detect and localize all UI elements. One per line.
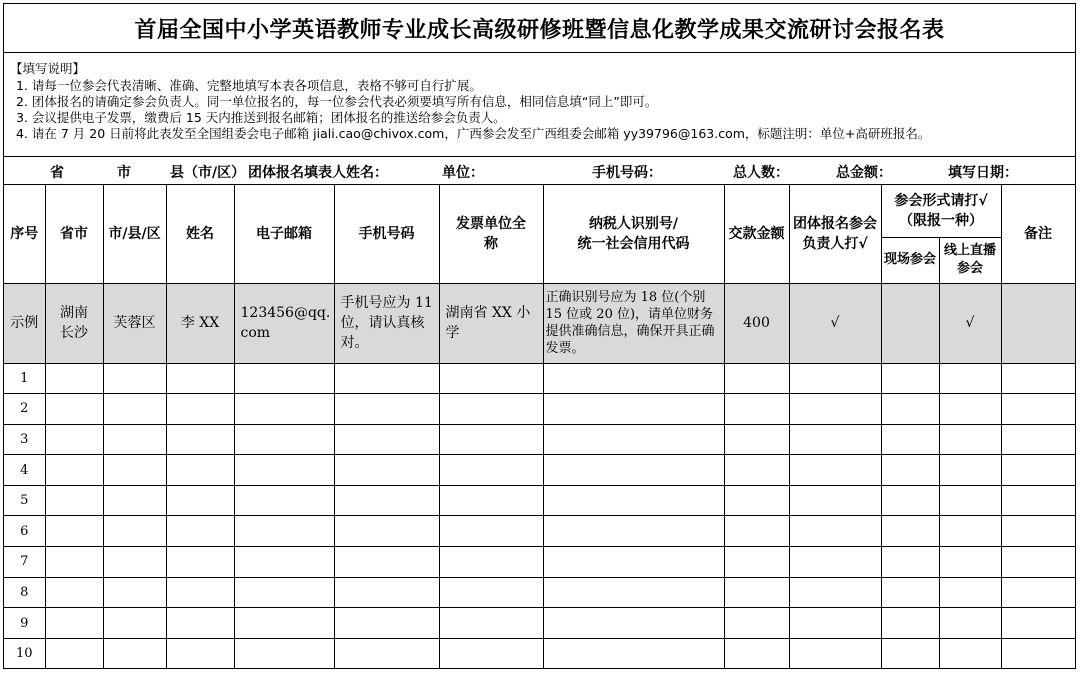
table-row <box>4 455 1075 486</box>
entry-cell[interactable] <box>234 394 334 425</box>
entry-cell[interactable] <box>724 363 789 394</box>
sample-email <box>234 283 334 363</box>
entry-cell[interactable] <box>439 424 543 455</box>
entry-cell[interactable] <box>724 455 789 486</box>
entry-cell[interactable] <box>334 638 439 669</box>
entry-cell[interactable] <box>103 516 166 547</box>
entry-cell[interactable] <box>724 485 789 516</box>
entry-cell[interactable] <box>724 547 789 578</box>
entry-cell[interactable] <box>543 547 724 578</box>
entry-cell[interactable] <box>103 608 166 639</box>
entry-cell[interactable] <box>789 516 881 547</box>
table-row <box>4 424 1075 455</box>
entry-cell[interactable] <box>45 516 103 547</box>
entry-cell[interactable] <box>1001 394 1075 425</box>
summary-row <box>4 157 1075 185</box>
entry-cell[interactable] <box>543 638 724 669</box>
entry-cell[interactable] <box>881 516 939 547</box>
entry-cell[interactable] <box>45 638 103 669</box>
entry-cell[interactable] <box>234 424 334 455</box>
header-group-leader-line1: 团体报名参会 <box>793 215 877 232</box>
header-province-city: 省市 <box>45 185 103 283</box>
sample-online: √ <box>939 283 1001 363</box>
entry-cell[interactable] <box>789 608 881 639</box>
entry-cell[interactable] <box>439 577 543 608</box>
entry-cell[interactable] <box>234 455 334 486</box>
row-number: 6 <box>4 516 45 547</box>
header-attend-form <box>881 185 1001 237</box>
entry-cell[interactable] <box>103 424 166 455</box>
entry-cell[interactable] <box>334 547 439 578</box>
entry-cell[interactable] <box>543 577 724 608</box>
entry-cell[interactable] <box>103 363 166 394</box>
entry-cell[interactable] <box>234 608 334 639</box>
entry-cell[interactable] <box>334 394 439 425</box>
entry-cell[interactable] <box>439 363 543 394</box>
entry-cell[interactable] <box>103 547 166 578</box>
entry-cell[interactable] <box>939 547 1001 578</box>
sample-province-city <box>45 283 103 363</box>
table-row <box>4 394 1075 425</box>
sample-name: 李 XX <box>166 283 234 363</box>
entry-cell[interactable] <box>45 394 103 425</box>
entry-cell[interactable] <box>45 608 103 639</box>
entry-cell[interactable] <box>439 547 543 578</box>
entry-cell[interactable] <box>939 485 1001 516</box>
entry-cell[interactable] <box>45 455 103 486</box>
entry-cell[interactable] <box>1001 516 1075 547</box>
entry-cell[interactable] <box>724 394 789 425</box>
entry-cell[interactable] <box>166 394 234 425</box>
entry-cell[interactable] <box>166 608 234 639</box>
sample-email-text: 123456@qq. <box>240 305 331 321</box>
entry-cell[interactable] <box>166 516 234 547</box>
entry-cell[interactable] <box>103 638 166 669</box>
sample-tax-id-note: 正确识别号应为 18 位(个别 15 位或 20 位)，请单位财务提供准确信息，确保开具正确发票。 <box>543 283 724 363</box>
entry-cell[interactable] <box>45 577 103 608</box>
entry-cell[interactable] <box>439 394 543 425</box>
entry-cell[interactable] <box>939 638 1001 669</box>
registration-form-sheet <box>3 3 1076 669</box>
entry-cell[interactable] <box>234 577 334 608</box>
entry-cell[interactable] <box>103 455 166 486</box>
instruction-line-1: 1. 请每一位参会代表清晰、准确、完整地填写本表各项信息，表格不够可自行扩展。 <box>16 78 482 93</box>
entry-cell[interactable] <box>234 485 334 516</box>
header-group-leader-line2: 负责人打√ <box>802 235 868 252</box>
entry-cell[interactable] <box>881 547 939 578</box>
summary-total-people[interactable]: 总人数： <box>733 165 789 181</box>
entry-cell[interactable] <box>166 363 234 394</box>
sample-seq: 示例 <box>4 283 45 363</box>
entry-cell[interactable] <box>881 577 939 608</box>
entry-cell[interactable] <box>103 485 166 516</box>
entry-cell[interactable] <box>234 638 334 669</box>
entry-cell[interactable] <box>543 424 724 455</box>
entry-cell[interactable] <box>334 424 439 455</box>
header-payment: 交款金额 <box>724 185 789 283</box>
header-seq: 序号 <box>4 185 45 283</box>
entry-cell[interactable] <box>1001 485 1075 516</box>
entry-cell[interactable] <box>1001 455 1075 486</box>
entry-cell[interactable] <box>166 455 234 486</box>
entry-cell[interactable] <box>1001 547 1075 578</box>
form-title: 首届全国中小学英语教师专业成长高级研修班暨信息化教学成果交流研讨会报名表 <box>4 4 1075 53</box>
row-number: 9 <box>4 608 45 639</box>
entry-cell[interactable] <box>543 394 724 425</box>
entry-cell[interactable] <box>103 577 166 608</box>
sample-invoice-unit: 湖南省 XX 小学 <box>439 283 543 363</box>
table-row <box>4 363 1075 394</box>
entry-cell[interactable] <box>724 577 789 608</box>
entry-cell[interactable] <box>234 516 334 547</box>
entry-cell[interactable] <box>234 547 334 578</box>
entry-rows <box>4 363 1075 669</box>
entry-cell[interactable] <box>1001 363 1075 394</box>
entry-cell[interactable] <box>166 485 234 516</box>
entry-cell[interactable] <box>334 363 439 394</box>
sample-payment: 400 <box>724 283 789 363</box>
entry-cell[interactable] <box>1001 424 1075 455</box>
summary-fill-date[interactable]: 填写日期： <box>948 165 1018 181</box>
entry-cell[interactable] <box>939 394 1001 425</box>
summary-county[interactable]: 县（市/区） <box>170 165 246 181</box>
summary-filler-name[interactable]: 团体报名填表人姓名： <box>248 165 388 181</box>
registration-table <box>4 185 1076 669</box>
header-tax-id <box>543 185 724 283</box>
entry-cell[interactable] <box>789 577 881 608</box>
sample-remarks <box>1001 283 1075 363</box>
entry-cell[interactable] <box>881 455 939 486</box>
entry-cell[interactable] <box>45 363 103 394</box>
sample-group-leader: √ <box>789 283 881 363</box>
header-group-leader <box>789 185 881 283</box>
instruction-line-3: 3. 会议提供电子发票，缴费后 15 天内推送到报名邮箱；团体报名的推送给参会负责人。 <box>16 110 506 125</box>
header-online-line1: 线上直播 <box>943 243 996 258</box>
entry-cell[interactable] <box>45 485 103 516</box>
instructions-section <box>4 53 1075 157</box>
summary-total-amount[interactable]: 总金额： <box>836 165 892 181</box>
table-row <box>4 485 1075 516</box>
entry-cell[interactable] <box>334 455 439 486</box>
entry-cell[interactable] <box>1001 638 1075 669</box>
entry-cell[interactable] <box>439 485 543 516</box>
entry-cell[interactable] <box>881 424 939 455</box>
row-number: 8 <box>4 577 45 608</box>
sample-email-line1 <box>241 303 332 323</box>
entry-cell[interactable] <box>543 516 724 547</box>
header-tax-id-line2: 统一社会信用代码 <box>577 235 690 252</box>
entry-cell[interactable] <box>166 424 234 455</box>
header-attend-form-line1: 参会形式请打√ <box>894 192 988 209</box>
instruction-line-4: 4. 请在 7 月 20 日前将此表发至全国组委会电子邮箱 jiali.cao@chivox.com，广西参会发至广西组委会邮箱 yy39796@163.com，标题注明：单位+高研班报名。 <box>16 126 931 141</box>
header-district: 市/县/区 <box>103 185 166 283</box>
header-name: 姓名 <box>166 185 234 283</box>
entry-cell[interactable] <box>166 577 234 608</box>
table-row <box>4 547 1075 578</box>
sample-district: 芙蓉区 <box>103 283 166 363</box>
entry-cell[interactable] <box>45 424 103 455</box>
entry-cell[interactable] <box>881 363 939 394</box>
summary-phone[interactable]: 手机号码： <box>592 165 662 181</box>
entry-cell[interactable] <box>166 638 234 669</box>
table-row <box>4 516 1075 547</box>
entry-cell[interactable] <box>881 638 939 669</box>
entry-cell[interactable] <box>789 638 881 669</box>
entry-cell[interactable] <box>789 394 881 425</box>
sample-province-city-line1: 湖南 <box>60 305 88 321</box>
entry-cell[interactable] <box>334 608 439 639</box>
entry-cell[interactable] <box>939 516 1001 547</box>
row-number: 3 <box>4 424 45 455</box>
sample-onsite <box>881 283 939 363</box>
table-row <box>4 577 1075 608</box>
entry-cell[interactable] <box>439 638 543 669</box>
entry-cell[interactable] <box>543 608 724 639</box>
header-invoice-unit: 发票单位全称 <box>439 185 543 283</box>
entry-cell[interactable] <box>789 455 881 486</box>
sample-phone-note: 手机号应为 11 位，请认真核对。 <box>334 283 439 363</box>
header-onsite: 现场参会 <box>881 237 939 283</box>
entry-cell[interactable] <box>939 363 1001 394</box>
table-header-row-1 <box>4 185 1075 237</box>
entry-cell[interactable] <box>166 547 234 578</box>
entry-cell[interactable] <box>334 516 439 547</box>
instruction-line-2: 2. 团体报名的请确定参会负责人。同一单位报名的，每一位参会代表必须要填写所有信息，相同信息填“同上”即可。 <box>16 94 658 109</box>
row-number: 5 <box>4 485 45 516</box>
entry-cell[interactable] <box>543 485 724 516</box>
header-attend-form-line2: （限报一种） <box>899 212 983 229</box>
entry-cell[interactable] <box>45 547 103 578</box>
header-online-line2: 参会 <box>956 261 983 276</box>
entry-cell[interactable] <box>1001 608 1075 639</box>
entry-cell[interactable] <box>789 547 881 578</box>
entry-cell[interactable] <box>439 608 543 639</box>
sample-row <box>4 283 1075 363</box>
entry-cell[interactable] <box>939 424 1001 455</box>
entry-cell[interactable] <box>724 424 789 455</box>
header-remarks: 备注 <box>1001 185 1075 283</box>
header-tax-id-line1: 纳税人识别号/ <box>588 215 679 232</box>
entry-cell[interactable] <box>439 455 543 486</box>
header-email: 电子邮箱 <box>234 185 334 283</box>
instructions-heading: 【填写说明】 <box>10 61 86 76</box>
entry-cell[interactable] <box>789 363 881 394</box>
entry-cell[interactable] <box>939 608 1001 639</box>
entry-cell[interactable] <box>881 608 939 639</box>
entry-cell[interactable] <box>234 363 334 394</box>
entry-cell[interactable] <box>724 516 789 547</box>
entry-cell[interactable] <box>881 485 939 516</box>
summary-city[interactable]: 市 <box>117 165 131 181</box>
table-row <box>4 638 1075 669</box>
entry-cell[interactable] <box>939 577 1001 608</box>
entry-cell[interactable] <box>881 394 939 425</box>
entry-cell[interactable] <box>543 363 724 394</box>
entry-cell[interactable] <box>543 455 724 486</box>
entry-cell[interactable] <box>789 485 881 516</box>
row-number: 1 <box>4 363 45 394</box>
entry-cell[interactable] <box>439 516 543 547</box>
entry-cell[interactable] <box>724 608 789 639</box>
entry-cell[interactable] <box>789 424 881 455</box>
entry-cell[interactable] <box>334 577 439 608</box>
entry-cell[interactable] <box>103 394 166 425</box>
entry-cell[interactable] <box>724 638 789 669</box>
summary-unit[interactable]: 单位： <box>442 165 484 181</box>
row-number: 4 <box>4 455 45 486</box>
header-phone: 手机号码 <box>334 185 439 283</box>
row-number: 7 <box>4 547 45 578</box>
header-online <box>939 237 1001 283</box>
row-number: 2 <box>4 394 45 425</box>
entry-cell[interactable] <box>334 485 439 516</box>
row-number: 10 <box>4 638 45 669</box>
sample-province-city-line2: 长沙 <box>60 325 88 341</box>
sample-email-line2: com <box>240 325 271 341</box>
table-row <box>4 608 1075 639</box>
summary-province[interactable]: 省 <box>50 165 64 181</box>
entry-cell[interactable] <box>939 455 1001 486</box>
entry-cell[interactable] <box>1001 577 1075 608</box>
